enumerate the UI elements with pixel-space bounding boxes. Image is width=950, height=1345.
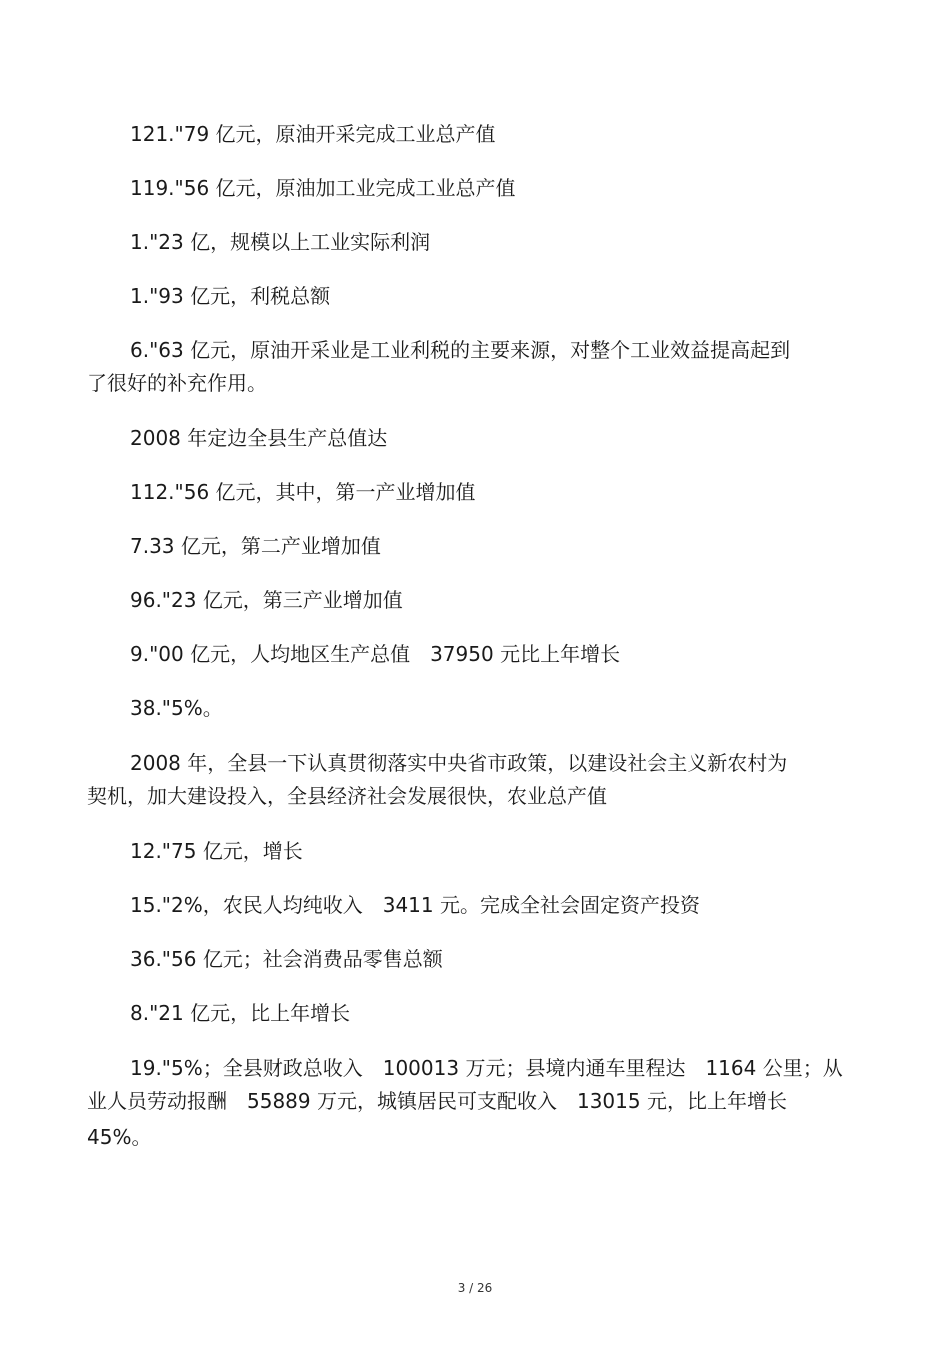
paragraph-line: 8."21 亿元，比上年增长 (130, 1001, 351, 1025)
paragraph-line: 6."63 亿元，原油开采业是工业利税的主要来源，对整个工业效益提高起到 (130, 338, 791, 362)
paragraph-line: 2008 年定边全县生产总值达 (130, 426, 388, 450)
paragraph-line: 121."79 亿元，原油开采完成工业总产值 (130, 122, 496, 146)
paragraph-line: 业人员劳动报酬 55889 万元，城镇居民可支配收入 13015 元，比上年增长 (87, 1089, 787, 1113)
paragraph-line: 36."56 亿元；社会消费品零售总额 (130, 947, 443, 971)
paragraph-line: 9."00 亿元，人均地区生产总值 37950 元比上年增长 (130, 642, 621, 666)
paragraph-line: 119."56 亿元，原油加工业完成工业总产值 (130, 176, 516, 200)
paragraph-line: 19."5%；全县财政总收入 100013 万元；县境内通车里程达 1164 公里；从 (130, 1056, 843, 1080)
paragraph-line: 112."56 亿元，其中，第一产业增加值 (130, 480, 476, 504)
paragraph-line: 了很好的补充作用。 (87, 371, 267, 395)
page-number: 3 / 26 (457, 1281, 493, 1295)
paragraph-line: 契机，加大建设投入，全县经济社会发展很快，农业总产值 (87, 784, 607, 808)
paragraph-line: 1."23 亿，规模以上工业实际利润 (130, 230, 431, 254)
paragraph-line: 15."2%，农民人均纯收入 3411 元。完成全社会固定资产投资 (130, 893, 700, 917)
paragraph-line: 1."93 亿元，利税总额 (130, 284, 331, 308)
paragraph-line: 45%。 (87, 1125, 152, 1149)
paragraph-line: 38."5%。 (130, 696, 223, 720)
paragraph-line: 7.33 亿元，第二产业增加值 (130, 534, 381, 558)
paragraph-line: 96."23 亿元，第三产业增加值 (130, 588, 403, 612)
paragraph-line: 2008 年，全县一下认真贯彻落实中央省市政策，以建设社会主义新农村为 (130, 751, 788, 775)
paragraph-line: 12."75 亿元，增长 (130, 839, 303, 863)
